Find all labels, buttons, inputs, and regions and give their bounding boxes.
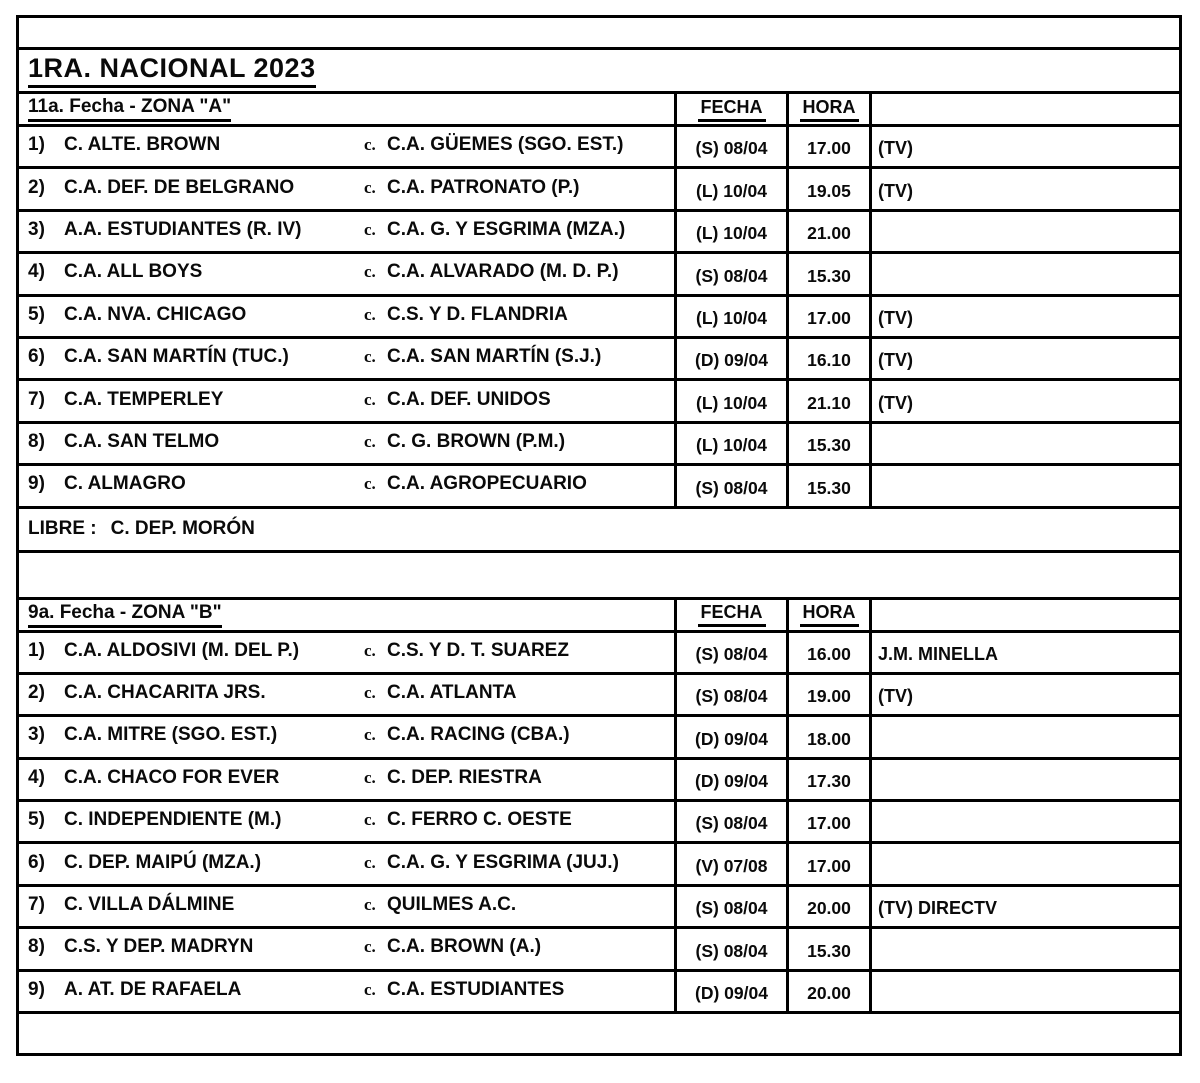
- match-note: (TV): [878, 138, 913, 159]
- match-date: (D) 09/04: [695, 771, 768, 792]
- home-team: C.A. DEF. DE BELGRANO: [64, 176, 295, 198]
- match-note: J.M. MINELLA: [878, 643, 998, 664]
- match-cell: [19, 466, 674, 505]
- match-number: 1): [28, 134, 45, 156]
- match-note-cell: [869, 466, 1179, 505]
- match-time-cell: [786, 887, 869, 926]
- match-date: (L) 10/04: [696, 435, 767, 456]
- match-date-cell: [674, 760, 786, 799]
- libre-row: [19, 506, 1179, 550]
- versus-label: c.: [364, 219, 376, 239]
- match-number: 1): [28, 639, 45, 661]
- match-date: (V) 07/08: [695, 855, 768, 876]
- away-team: C.A. BROWN (A.): [387, 936, 542, 958]
- match-date-cell: [674, 717, 786, 756]
- match-row: [19, 336, 1179, 378]
- match-row: [19, 884, 1179, 926]
- match-row: [19, 969, 1179, 1011]
- versus-label: c.: [364, 640, 376, 660]
- match-number: 7): [28, 388, 45, 410]
- match-note-cell: [869, 297, 1179, 336]
- match-number: 6): [28, 346, 45, 368]
- match-time-cell: [786, 633, 869, 672]
- match-row: [19, 841, 1179, 883]
- match-date-cell: [674, 339, 786, 378]
- fecha-column-header: FECHA: [698, 97, 766, 122]
- away-team: C. FERRO C. OESTE: [387, 809, 572, 831]
- home-team: C. ALTE. BROWN: [64, 134, 221, 156]
- home-team: C.A. CHACO FOR EVER: [64, 766, 280, 788]
- match-time: 17.30: [807, 771, 851, 792]
- home-team: C. DEP. MAIPÚ (MZA.): [64, 851, 262, 873]
- match-date-cell: [674, 633, 786, 672]
- fixture-sheet: [16, 15, 1182, 1056]
- away-team: C.S. Y D. T. SUAREZ: [387, 639, 569, 661]
- spacer-row: [19, 550, 1179, 597]
- match-time-cell: [786, 844, 869, 883]
- zone-a-header-cell: [19, 94, 674, 124]
- notes-column-header-cell: [869, 94, 1179, 124]
- zone-a-title: 11a. Fecha - ZONA "A": [28, 96, 231, 122]
- match-row: [19, 294, 1179, 336]
- match-note-cell: [869, 424, 1179, 463]
- home-team: C.A. NVA. CHICAGO: [64, 303, 247, 325]
- match-number: 6): [28, 851, 45, 873]
- match-number: 2): [28, 682, 45, 704]
- home-team: C. INDEPENDIENTE (M.): [64, 809, 282, 831]
- match-row: [19, 378, 1179, 420]
- match-row: [19, 209, 1179, 251]
- match-time: 17.00: [807, 138, 851, 159]
- zone-a-header-row: [19, 91, 1179, 124]
- match-time-cell: [786, 717, 869, 756]
- match-date-cell: [674, 424, 786, 463]
- match-number: 8): [28, 430, 45, 452]
- match-cell: [19, 844, 674, 883]
- away-team: C.A. SAN MARTÍN (S.J.): [387, 346, 602, 368]
- match-row: [19, 421, 1179, 463]
- match-number: 9): [28, 473, 45, 495]
- match-time-cell: [786, 760, 869, 799]
- match-time: 20.00: [807, 898, 851, 919]
- match-cell: [19, 424, 674, 463]
- away-team: C.A. ALVARADO (M. D. P.): [387, 261, 619, 283]
- match-cell: [19, 127, 674, 166]
- match-note: (TV): [878, 180, 913, 201]
- match-date-cell: [674, 466, 786, 505]
- match-time: 17.00: [807, 813, 851, 834]
- match-time: 17.00: [807, 307, 851, 328]
- away-team: C.A. ESTUDIANTES: [387, 978, 565, 1000]
- fecha-column-header-cell: [674, 600, 786, 630]
- versus-label: c.: [364, 683, 376, 703]
- away-team: C.A. GÜEMES (SGO. EST.): [387, 134, 624, 156]
- match-cell: [19, 887, 674, 926]
- match-time-cell: [786, 339, 869, 378]
- match-time-cell: [786, 254, 869, 293]
- empty-top-row: [19, 18, 1179, 47]
- match-time: 18.00: [807, 728, 851, 749]
- match-row: [19, 124, 1179, 166]
- home-team: A. AT. DE RAFAELA: [64, 978, 242, 1000]
- match-time-cell: [786, 212, 869, 251]
- home-team: C.A. MITRE (SGO. EST.): [64, 724, 278, 746]
- home-team: A.A. ESTUDIANTES (R. IV): [64, 218, 302, 240]
- match-date-cell: [674, 972, 786, 1011]
- match-cell: [19, 760, 674, 799]
- match-time: 19.00: [807, 686, 851, 707]
- away-team: C.S. Y D. FLANDRIA: [387, 303, 568, 325]
- match-date-cell: [674, 169, 786, 208]
- match-time-cell: [786, 929, 869, 968]
- versus-label: c.: [364, 347, 376, 367]
- match-cell: [19, 675, 674, 714]
- match-date: (S) 08/04: [695, 813, 768, 834]
- match-date-cell: [674, 381, 786, 420]
- match-date: (D) 09/04: [695, 728, 768, 749]
- libre-team: C. DEP. MORÓN: [110, 518, 255, 540]
- match-date: (S) 08/04: [695, 940, 768, 961]
- match-time: 15.30: [807, 435, 851, 456]
- match-cell: [19, 802, 674, 841]
- match-note: (TV): [878, 350, 913, 371]
- versus-label: c.: [364, 810, 376, 830]
- zone-b-header-cell: [19, 600, 674, 630]
- versus-label: c.: [364, 262, 376, 282]
- match-time-cell: [786, 297, 869, 336]
- versus-label: c.: [364, 767, 376, 787]
- match-cell: [19, 254, 674, 293]
- match-date: (S) 08/04: [695, 686, 768, 707]
- versus-label: c.: [364, 304, 376, 324]
- match-time: 20.00: [807, 983, 851, 1004]
- match-date-cell: [674, 844, 786, 883]
- notes-column-header-cell: [869, 600, 1179, 630]
- match-date-cell: [674, 675, 786, 714]
- match-date: (L) 10/04: [696, 223, 767, 244]
- hora-column-header: HORA: [800, 602, 859, 627]
- home-team: C.A. TEMPERLEY: [64, 388, 224, 410]
- match-time-cell: [786, 972, 869, 1011]
- match-date: (S) 08/04: [695, 898, 768, 919]
- match-cell: [19, 633, 674, 672]
- match-note: (TV) DIRECTV: [878, 898, 997, 919]
- match-time-cell: [786, 424, 869, 463]
- match-time: 19.05: [807, 180, 851, 201]
- match-number: 5): [28, 303, 45, 325]
- hora-column-header: HORA: [800, 97, 859, 122]
- empty-bottom-row: [19, 1011, 1179, 1053]
- away-team: C.A. ATLANTA: [387, 682, 517, 704]
- match-date-cell: [674, 802, 786, 841]
- match-date-cell: [674, 127, 786, 166]
- hora-column-header-cell: [786, 94, 869, 124]
- home-team: C. VILLA DÁLMINE: [64, 894, 235, 916]
- versus-label: c.: [364, 979, 376, 999]
- zone-b-title: 9a. Fecha - ZONA "B": [28, 602, 222, 628]
- home-team: C.A. ALL BOYS: [64, 261, 203, 283]
- match-date: (L) 10/04: [696, 307, 767, 328]
- match-date: (S) 08/04: [695, 138, 768, 159]
- match-time-cell: [786, 802, 869, 841]
- match-row: [19, 799, 1179, 841]
- match-date-cell: [674, 929, 786, 968]
- home-team: C.A. SAN MARTÍN (TUC.): [64, 346, 289, 368]
- home-team: C.A. CHACARITA JRS.: [64, 682, 266, 704]
- match-row: [19, 463, 1179, 505]
- match-row: [19, 630, 1179, 672]
- match-cell: [19, 212, 674, 251]
- match-number: 2): [28, 176, 45, 198]
- match-cell: [19, 169, 674, 208]
- fecha-column-header-cell: [674, 94, 786, 124]
- match-note: (TV): [878, 307, 913, 328]
- match-number: 3): [28, 218, 45, 240]
- match-note-cell: [869, 717, 1179, 756]
- away-team: C.A. G. Y ESGRIMA (JUJ.): [387, 851, 619, 873]
- away-team: QUILMES A.C.: [387, 894, 517, 916]
- match-note-cell: [869, 929, 1179, 968]
- match-note: (TV): [878, 392, 913, 413]
- versus-label: c.: [364, 852, 376, 872]
- away-team: C. DEP. RIESTRA: [387, 766, 542, 788]
- away-team: C.A. RACING (CBA.): [387, 724, 570, 746]
- match-note-cell: [869, 212, 1179, 251]
- match-note-cell: [869, 972, 1179, 1011]
- home-team: C. ALMAGRO: [64, 473, 186, 495]
- fecha-column-header: FECHA: [698, 602, 766, 627]
- title-row: [19, 47, 1179, 91]
- match-time-cell: [786, 675, 869, 714]
- match-time: 16.00: [807, 643, 851, 664]
- match-date-cell: [674, 254, 786, 293]
- match-cell: [19, 297, 674, 336]
- match-number: 8): [28, 936, 45, 958]
- match-note-cell: [869, 633, 1179, 672]
- match-note: (TV): [878, 686, 913, 707]
- match-date: (L) 10/04: [696, 392, 767, 413]
- match-note-cell: [869, 339, 1179, 378]
- versus-label: c.: [364, 135, 376, 155]
- home-team: C.A. SAN TELMO: [64, 430, 220, 452]
- match-note-cell: [869, 760, 1179, 799]
- match-note-cell: [869, 127, 1179, 166]
- match-row: [19, 251, 1179, 293]
- match-row: [19, 714, 1179, 756]
- zone-b-header-row: [19, 597, 1179, 630]
- match-time-cell: [786, 466, 869, 505]
- match-number: 3): [28, 724, 45, 746]
- match-time: 17.00: [807, 855, 851, 876]
- match-date-cell: [674, 297, 786, 336]
- away-team: C.A. AGROPECUARIO: [387, 473, 587, 495]
- match-date: (D) 09/04: [695, 983, 768, 1004]
- match-cell: [19, 381, 674, 420]
- match-time: 15.30: [807, 477, 851, 498]
- match-cell: [19, 929, 674, 968]
- match-date-cell: [674, 212, 786, 251]
- match-number: 7): [28, 894, 45, 916]
- match-note-cell: [869, 844, 1179, 883]
- match-row: [19, 166, 1179, 208]
- match-date: (S) 08/04: [695, 643, 768, 664]
- versus-label: c.: [364, 389, 376, 409]
- match-number: 4): [28, 766, 45, 788]
- match-time-cell: [786, 381, 869, 420]
- libre-label: LIBRE :: [28, 518, 97, 540]
- away-team: C.A. G. Y ESGRIMA (MZA.): [387, 218, 626, 240]
- match-note-cell: [869, 169, 1179, 208]
- match-date: (S) 08/04: [695, 265, 768, 286]
- away-team: C.A. DEF. UNIDOS: [387, 388, 551, 410]
- away-team: C. G. BROWN (P.M.): [387, 430, 566, 452]
- match-cell: [19, 339, 674, 378]
- versus-label: c.: [364, 725, 376, 745]
- match-date: (S) 08/04: [695, 477, 768, 498]
- page-title: 1RA. NACIONAL 2023: [28, 53, 316, 88]
- match-date: (D) 09/04: [695, 350, 768, 371]
- versus-label: c.: [364, 895, 376, 915]
- match-note-cell: [869, 381, 1179, 420]
- match-time-cell: [786, 169, 869, 208]
- match-note-cell: [869, 887, 1179, 926]
- match-note-cell: [869, 802, 1179, 841]
- match-row: [19, 672, 1179, 714]
- match-time: 21.00: [807, 223, 851, 244]
- match-row: [19, 757, 1179, 799]
- away-team: C.A. PATRONATO (P.): [387, 176, 580, 198]
- home-team: C.A. ALDOSIVI (M. DEL P.): [64, 639, 300, 661]
- match-date-cell: [674, 887, 786, 926]
- hora-column-header-cell: [786, 600, 869, 630]
- match-number: 9): [28, 978, 45, 1000]
- versus-label: c.: [364, 177, 376, 197]
- match-note-cell: [869, 675, 1179, 714]
- match-time: 15.30: [807, 265, 851, 286]
- match-time: 21.10: [807, 392, 851, 413]
- match-number: 4): [28, 261, 45, 283]
- match-date: (L) 10/04: [696, 180, 767, 201]
- match-time: 15.30: [807, 940, 851, 961]
- versus-label: c.: [364, 431, 376, 451]
- match-number: 5): [28, 809, 45, 831]
- match-time: 16.10: [807, 350, 851, 371]
- match-note-cell: [869, 254, 1179, 293]
- match-cell: [19, 972, 674, 1011]
- match-time-cell: [786, 127, 869, 166]
- match-cell: [19, 717, 674, 756]
- home-team: C.S. Y DEP. MADRYN: [64, 936, 254, 958]
- match-row: [19, 926, 1179, 968]
- versus-label: c.: [364, 474, 376, 494]
- versus-label: c.: [364, 937, 376, 957]
